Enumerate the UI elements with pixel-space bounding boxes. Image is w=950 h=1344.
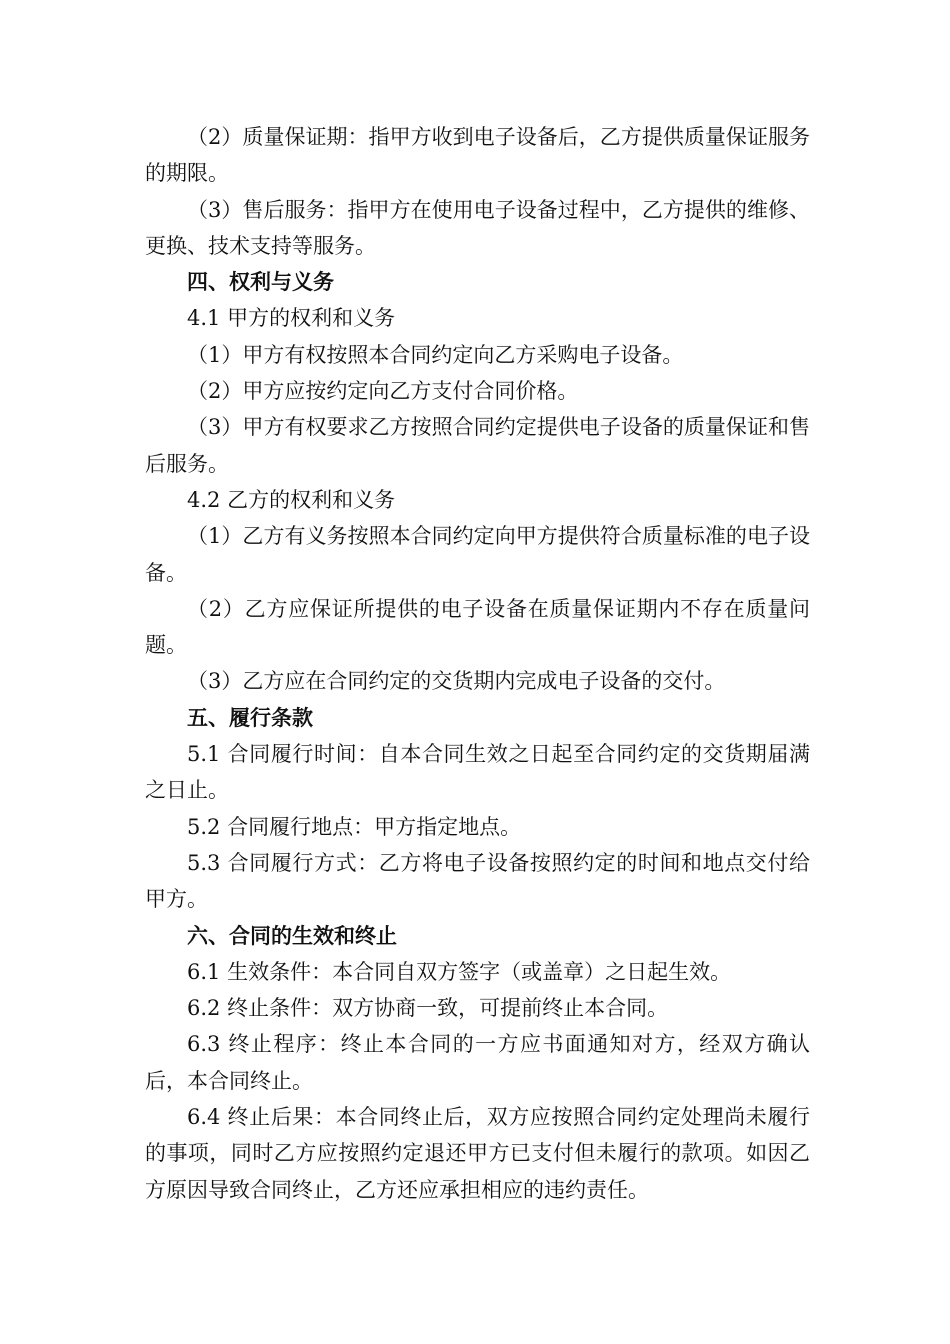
section-heading-performance: 五、履行条款: [187, 705, 313, 730]
clause-paragraph: （2）甲方应按约定向乙方支付合同价格。: [187, 379, 579, 404]
clause-paragraph: 6.1 生效条件：本合同自双方签字（或盖章）之日起生效。: [187, 959, 732, 984]
subsection-title-party-b: 4.2 乙方的权利和义务: [187, 487, 396, 512]
clause-paragraph: （1）甲方有权按照本合同约定向乙方采购电子设备。: [187, 342, 684, 367]
definition-after-sales: （3）售后服务：指甲方在使用电子设备过程中，乙方提供的维修、更换、技术支持等服务。: [145, 197, 810, 258]
subsection-title-party-a: 4.1 甲方的权利和义务: [187, 306, 396, 331]
definition-warranty-period: （2）质量保证期：指甲方收到电子设备后，乙方提供质量保证服务的期限。: [145, 125, 810, 186]
document-body: [145, 119, 810, 1208]
clause-paragraph: 6.3 终止程序：终止本合同的一方应书面通知对方，经双方确认后，本合同终止。: [145, 1032, 810, 1093]
clause-paragraph: 5.3 合同履行方式：乙方将电子设备按照约定的时间和地点交付给甲方。: [145, 850, 810, 912]
clause-paragraph: 5.2 合同履行地点：甲方指定地点。: [187, 814, 522, 839]
section-heading-rights: 四、权利与义务: [187, 270, 334, 295]
clause-paragraph: （1）乙方有义务按照本合同约定向甲方提供符合质量标准的电子设备。: [145, 524, 810, 585]
clause-paragraph: 6.2 终止条件：双方协商一致，可提前终止本合同。: [187, 996, 669, 1021]
clause-paragraph: 6.4 终止后果：本合同终止后，双方应按照合同约定处理尚未履行的事项，同时乙方应按照约定退还甲方已支付但未履行的款项。如因乙方原因导致合同终止，乙方还应承担相应的违约责任。: [145, 1105, 810, 1202]
clause-paragraph: （2）乙方应保证所提供的电子设备在质量保证期内不存在质量问题。: [145, 596, 810, 658]
clause-paragraph: （3）乙方应在合同约定的交货期内完成电子设备的交付。: [187, 669, 726, 694]
clause-paragraph: 5.1 合同履行时间：自本合同生效之日起至合同约定的交货期届满之日止。: [145, 742, 810, 803]
clause-paragraph: （3）甲方有权要求乙方按照合同约定提供电子设备的质量保证和售后服务。: [145, 415, 810, 476]
section-heading-effect-termination: 六、合同的生效和终止: [187, 923, 397, 948]
